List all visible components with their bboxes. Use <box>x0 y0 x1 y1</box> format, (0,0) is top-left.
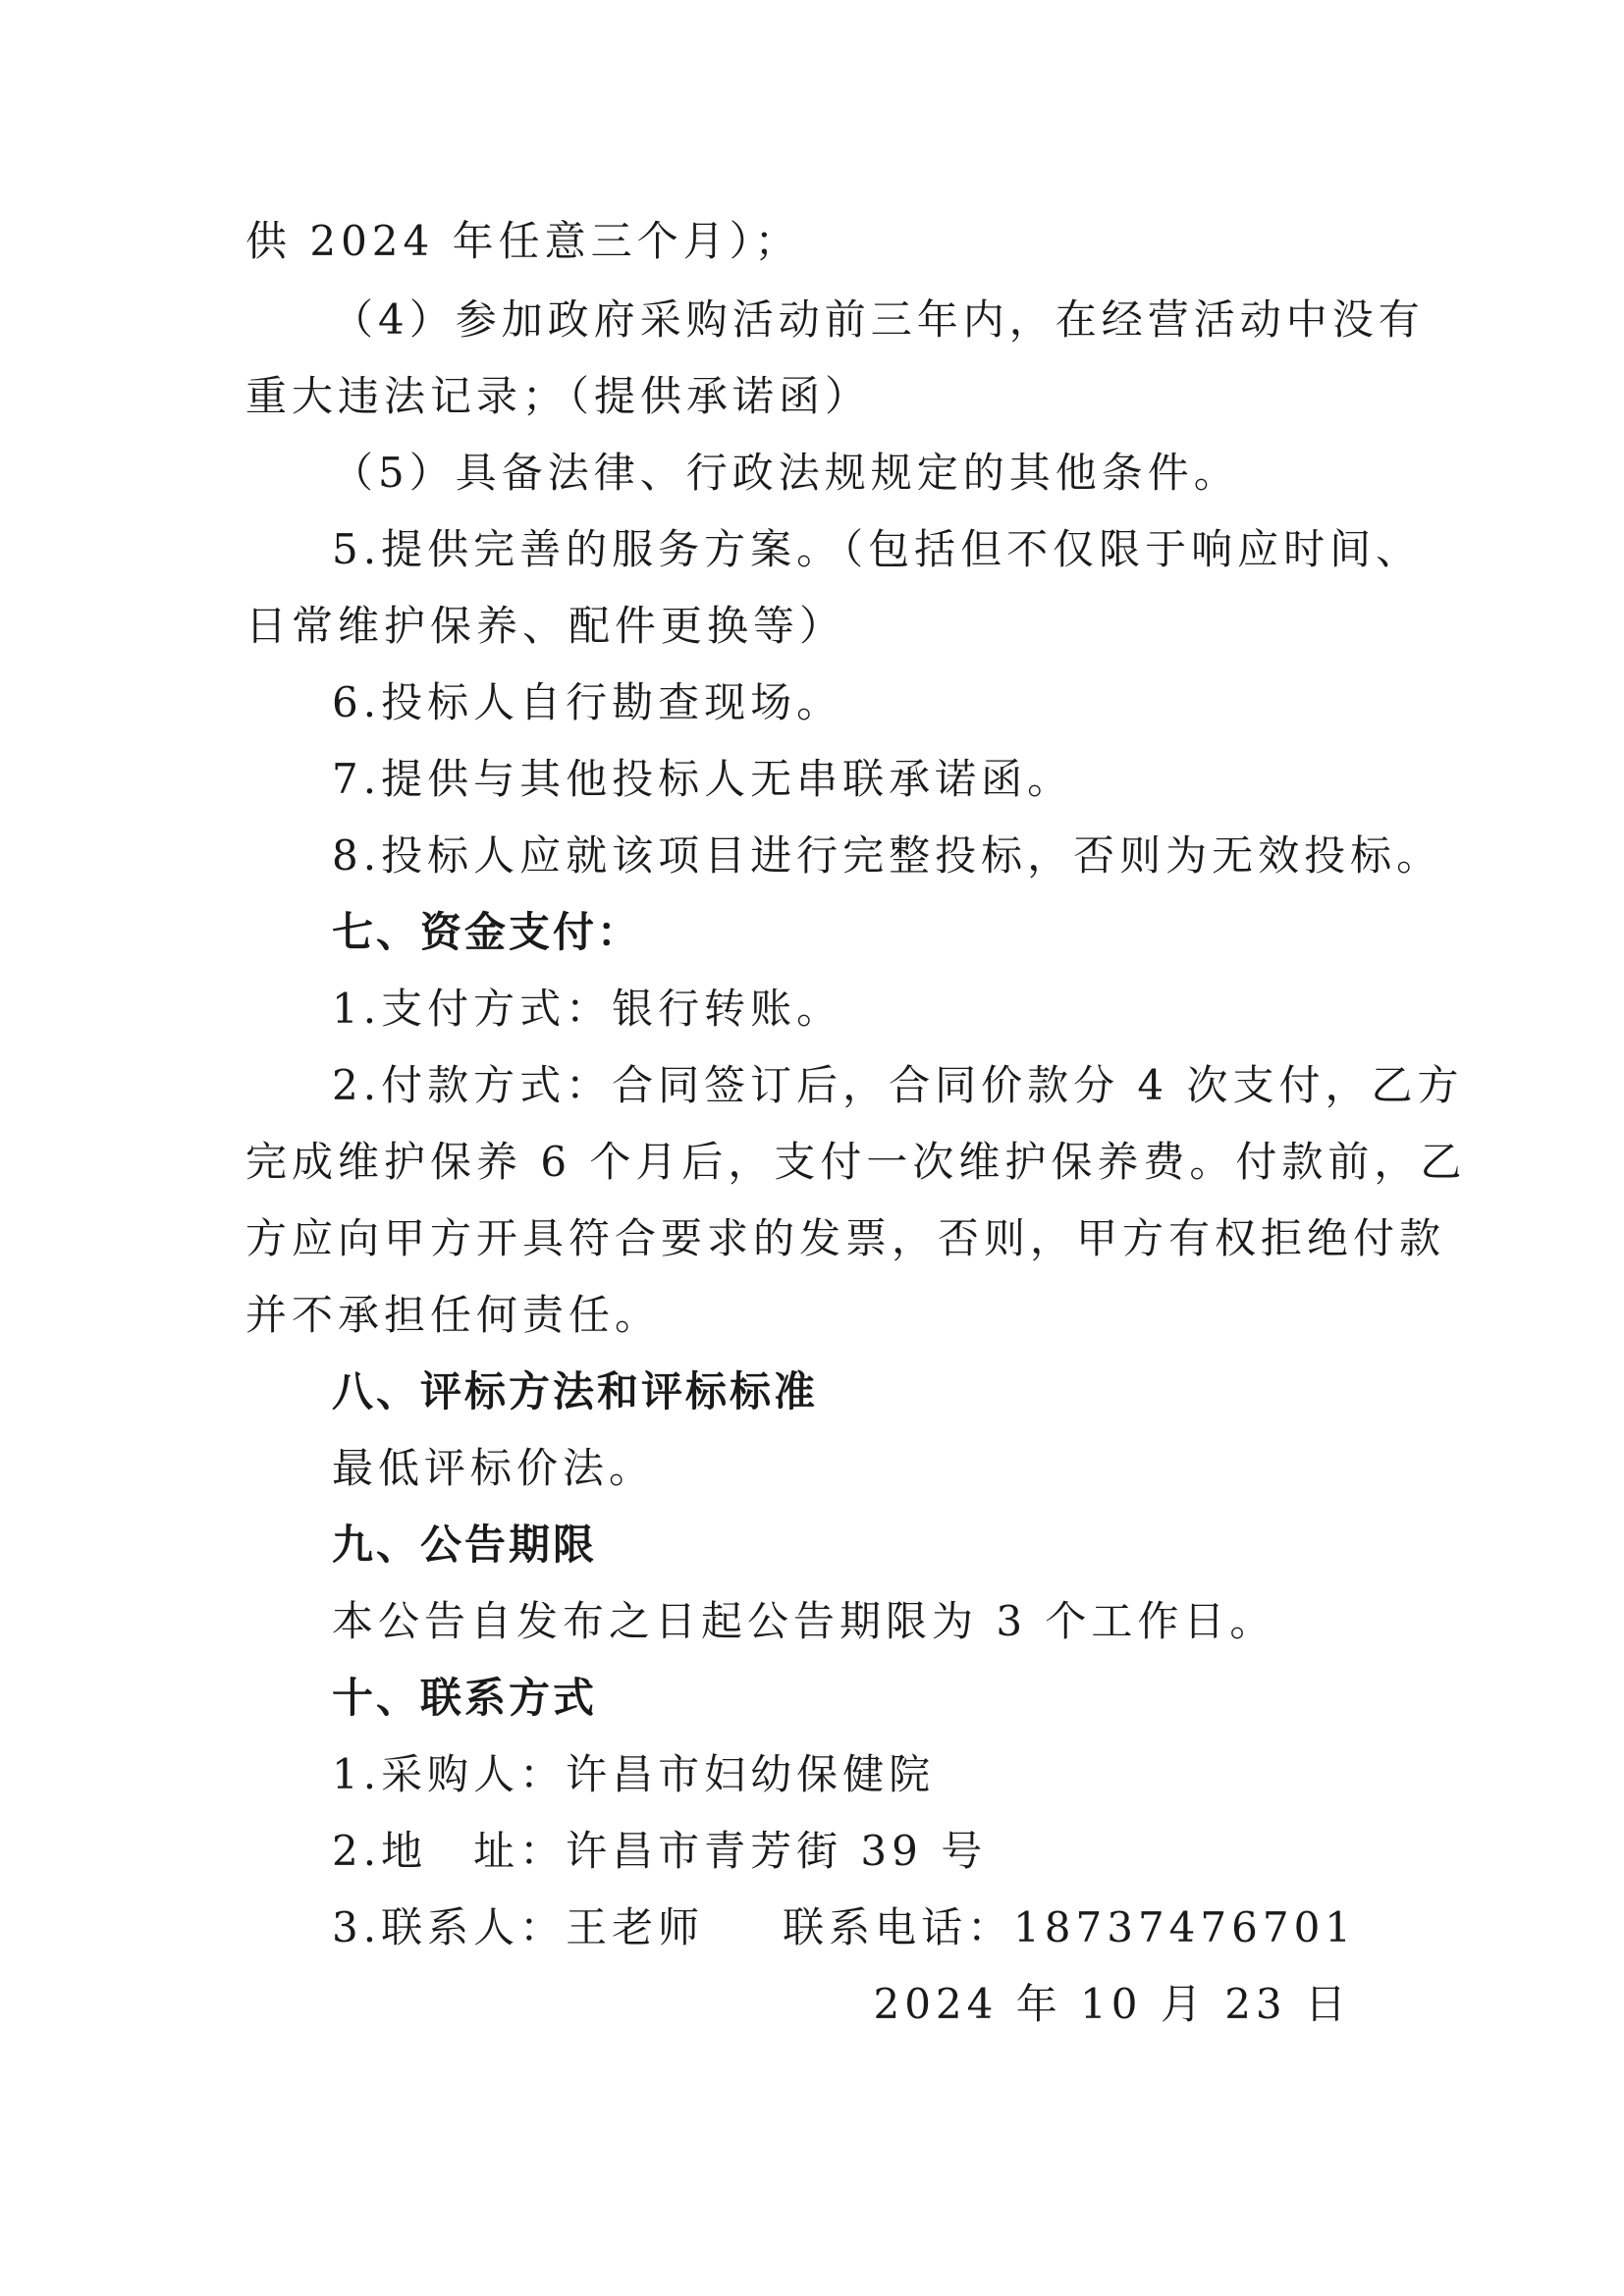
section-9-title: 九、公告期限 <box>332 1521 598 1569</box>
payment-method-2-line-2: 完成维护保养 6 个月后，支付一次维护保养费。付款前，乙 <box>245 1138 1467 1186</box>
requirement-4-line-2: 重大违法记录；（提供承诺函） <box>245 372 872 420</box>
contact-address: 2.地 址：许昌市青芳街 39 号 <box>332 1827 988 1875</box>
contact-phone: 联系电话：18737476701 <box>783 1903 1357 1951</box>
continuation-line: 供 2024 年任意三个月）； <box>245 217 801 265</box>
document-date: 2024 年 10 月 23 日 <box>873 1980 1351 2028</box>
contact-buyer: 1.采购人：许昌市妇幼保健院 <box>332 1750 936 1798</box>
payment-method-2-line-3: 方应向甲方开具符合要求的发票，否则，甲方有权拒绝付款 <box>245 1214 1446 1262</box>
item-7: 7.提供与其他投标人无串联承诺函。 <box>332 755 1074 803</box>
section-10-title: 十、联系方式 <box>332 1674 598 1722</box>
payment-method-1: 1.支付方式：银行转账。 <box>332 985 843 1033</box>
section-9-body: 本公告自发布之日起公告期限为 3 个工作日。 <box>332 1597 1276 1645</box>
requirement-4-line-1: （4）参加政府采购活动前三年内，在经营活动中没有 <box>332 295 1425 344</box>
section-8-title: 八、评标方法和评标标准 <box>332 1367 819 1415</box>
contact-line <box>332 1898 1384 1957</box>
requirement-5: （5）具备法律、行政法规规定的其他条件。 <box>332 449 1240 497</box>
section-8-body: 最低评标价法。 <box>332 1444 656 1492</box>
item-5-line-1: 5.提供完善的服务方案。（包括但不仅限于响应时间、 <box>332 525 1423 573</box>
payment-method-2-line-1: 2.付款方式：合同签订后，合同价款分 4 次支付，乙方 <box>332 1061 1464 1109</box>
contact-person: 3.联系人：王老师 <box>332 1903 705 1951</box>
item-6: 6.投标人自行勘查现场。 <box>332 678 843 726</box>
item-8: 8.投标人应就该项目进行完整投标，否则为无效投标。 <box>332 831 1443 880</box>
payment-method-2-line-4: 并不承担任何责任。 <box>245 1291 662 1339</box>
item-5-line-2: 日常维护保养、配件更换等） <box>245 602 846 650</box>
section-7-title: 七、资金支付： <box>332 908 642 956</box>
